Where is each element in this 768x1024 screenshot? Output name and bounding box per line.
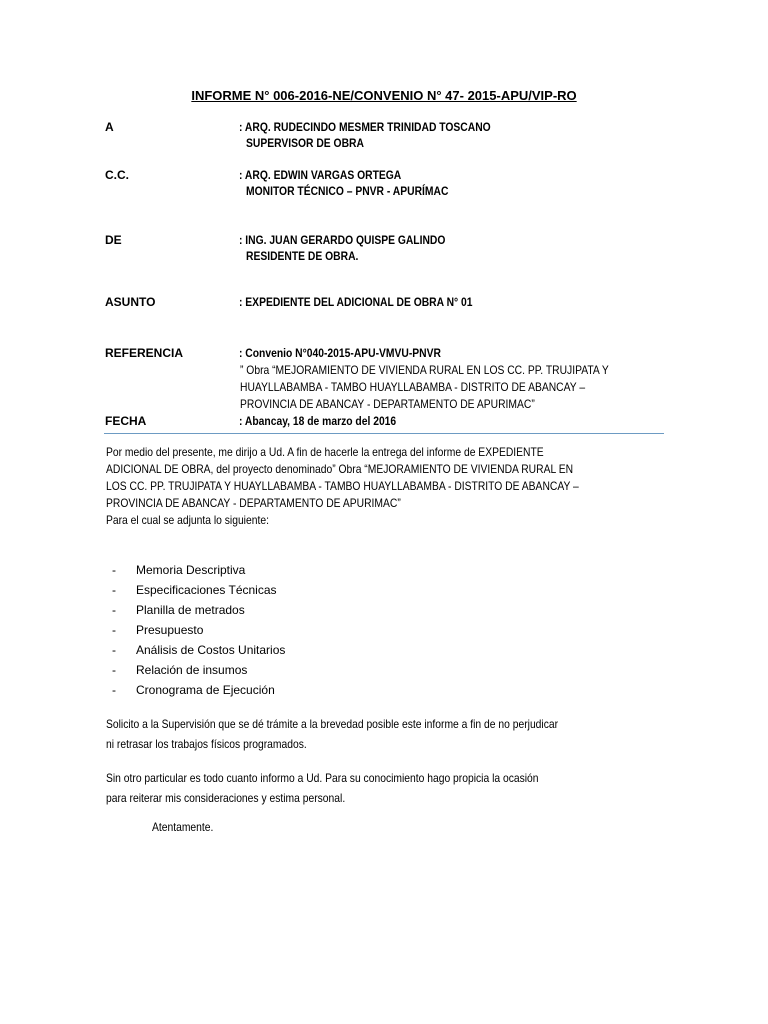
header-referencia-value: : Convenio N°040-2015-APU-VMVU-PNVR bbox=[239, 346, 441, 360]
referencia-line1: ” Obra “MEJORAMIENTO DE VIVIENDA RURAL EN LOS CC. PP. TRUJIPATA Y bbox=[240, 363, 609, 377]
list-dash: - bbox=[112, 623, 116, 637]
list-dash: - bbox=[112, 583, 116, 597]
intro-line4: PROVINCIA DE ABANCAY - DEPARTAMENTO DE APURIMAC” bbox=[106, 496, 401, 510]
header-de-line2: RESIDENTE DE OBRA. bbox=[246, 249, 359, 263]
header-a-label: A bbox=[105, 120, 114, 134]
intro-line5: Para el cual se adjunta lo siguiente: bbox=[106, 513, 269, 527]
header-separator bbox=[104, 433, 664, 434]
farewell-line1: Sin otro particular es todo cuanto informo a Ud. Para su conocimiento hago propicia la ocasión bbox=[106, 771, 539, 785]
list-dash: - bbox=[112, 603, 116, 617]
header-fecha-value: : Abancay, 18 de marzo del 2016 bbox=[239, 414, 397, 428]
header-referencia-label: REFERENCIA bbox=[105, 346, 184, 360]
header-cc-line1: : ARQ. EDWIN VARGAS ORTEGA bbox=[239, 168, 402, 182]
header-cc-line2: MONITOR TÉCNICO – PNVR - APURÍMAC bbox=[246, 184, 449, 198]
request-line2: ni retrasar los trabajos físicos programados. bbox=[106, 737, 307, 751]
request-line1: Solicito a la Supervisión que se dé trámite a la brevedad posible este informe a fin de no perjudicar bbox=[106, 717, 559, 731]
list-dash: - bbox=[112, 683, 116, 697]
header-a-line1: : ARQ. RUDECINDO MESMER TRINIDAD TOSCANO bbox=[239, 120, 491, 134]
header-cc-label: C.C. bbox=[105, 168, 129, 182]
farewell-line2: para reiterar mis consideraciones y estima personal. bbox=[106, 791, 346, 805]
list-dash: - bbox=[112, 663, 116, 677]
list-dash: - bbox=[112, 643, 116, 657]
paragraph-farewell bbox=[106, 768, 666, 808]
list-item-text: Especificaciones Técnicas bbox=[136, 583, 277, 597]
referencia-detail bbox=[240, 362, 669, 413]
list-item-text: Cronograma de Ejecución bbox=[136, 683, 275, 697]
list-item-text: Relación de insumos bbox=[136, 663, 248, 677]
list-item-text: Planilla de metrados bbox=[136, 603, 245, 617]
list-dash: - bbox=[112, 563, 116, 577]
header-asunto-label: ASUNTO bbox=[105, 295, 156, 309]
intro-line3: LOS CC. PP. TRUJIPATA Y HUAYLLABAMBA - TAMBO HUAYLLABAMBA - DISTRITO DE ABANCAY – bbox=[106, 479, 579, 493]
list-item-text: Análisis de Costos Unitarios bbox=[136, 643, 286, 657]
header-asunto-value: : EXPEDIENTE DEL ADICIONAL DE OBRA N° 01 bbox=[239, 295, 473, 309]
intro-line2: ADICIONAL DE OBRA, del proyecto denominado” Obra “MEJORAMIENTO DE VIVIENDA RURAL EN bbox=[106, 462, 574, 476]
header-de-line1: : ING. JUAN GERARDO QUISPE GALINDO bbox=[239, 233, 446, 247]
paragraph-intro bbox=[106, 444, 666, 529]
paragraph-request bbox=[106, 714, 666, 754]
header-a-line2: SUPERVISOR DE OBRA bbox=[246, 136, 364, 150]
header-de-label: DE bbox=[105, 233, 122, 247]
list-item-text: Memoria Descriptiva bbox=[136, 563, 246, 577]
referencia-line3: PROVINCIA DE ABANCAY - DEPARTAMENTO DE APURIMAC” bbox=[240, 397, 535, 411]
document-title: INFORME N° 006-2016-NE/CONVENIO N° 47- 2015-APU/VIP-RO bbox=[191, 88, 577, 103]
list-item-text: Presupuesto bbox=[136, 623, 204, 637]
header-fecha-label: FECHA bbox=[105, 414, 147, 428]
closing-salutation: Atentamente. bbox=[152, 820, 214, 834]
referencia-line2: HUAYLLABAMBA - TAMBO HUAYLLABAMBA - DISTRITO DE ABANCAY – bbox=[240, 380, 586, 394]
intro-line1: Por medio del presente, me dirijo a Ud. A fin de hacerle la entrega del informe de EXPEDIENTE bbox=[106, 445, 544, 459]
